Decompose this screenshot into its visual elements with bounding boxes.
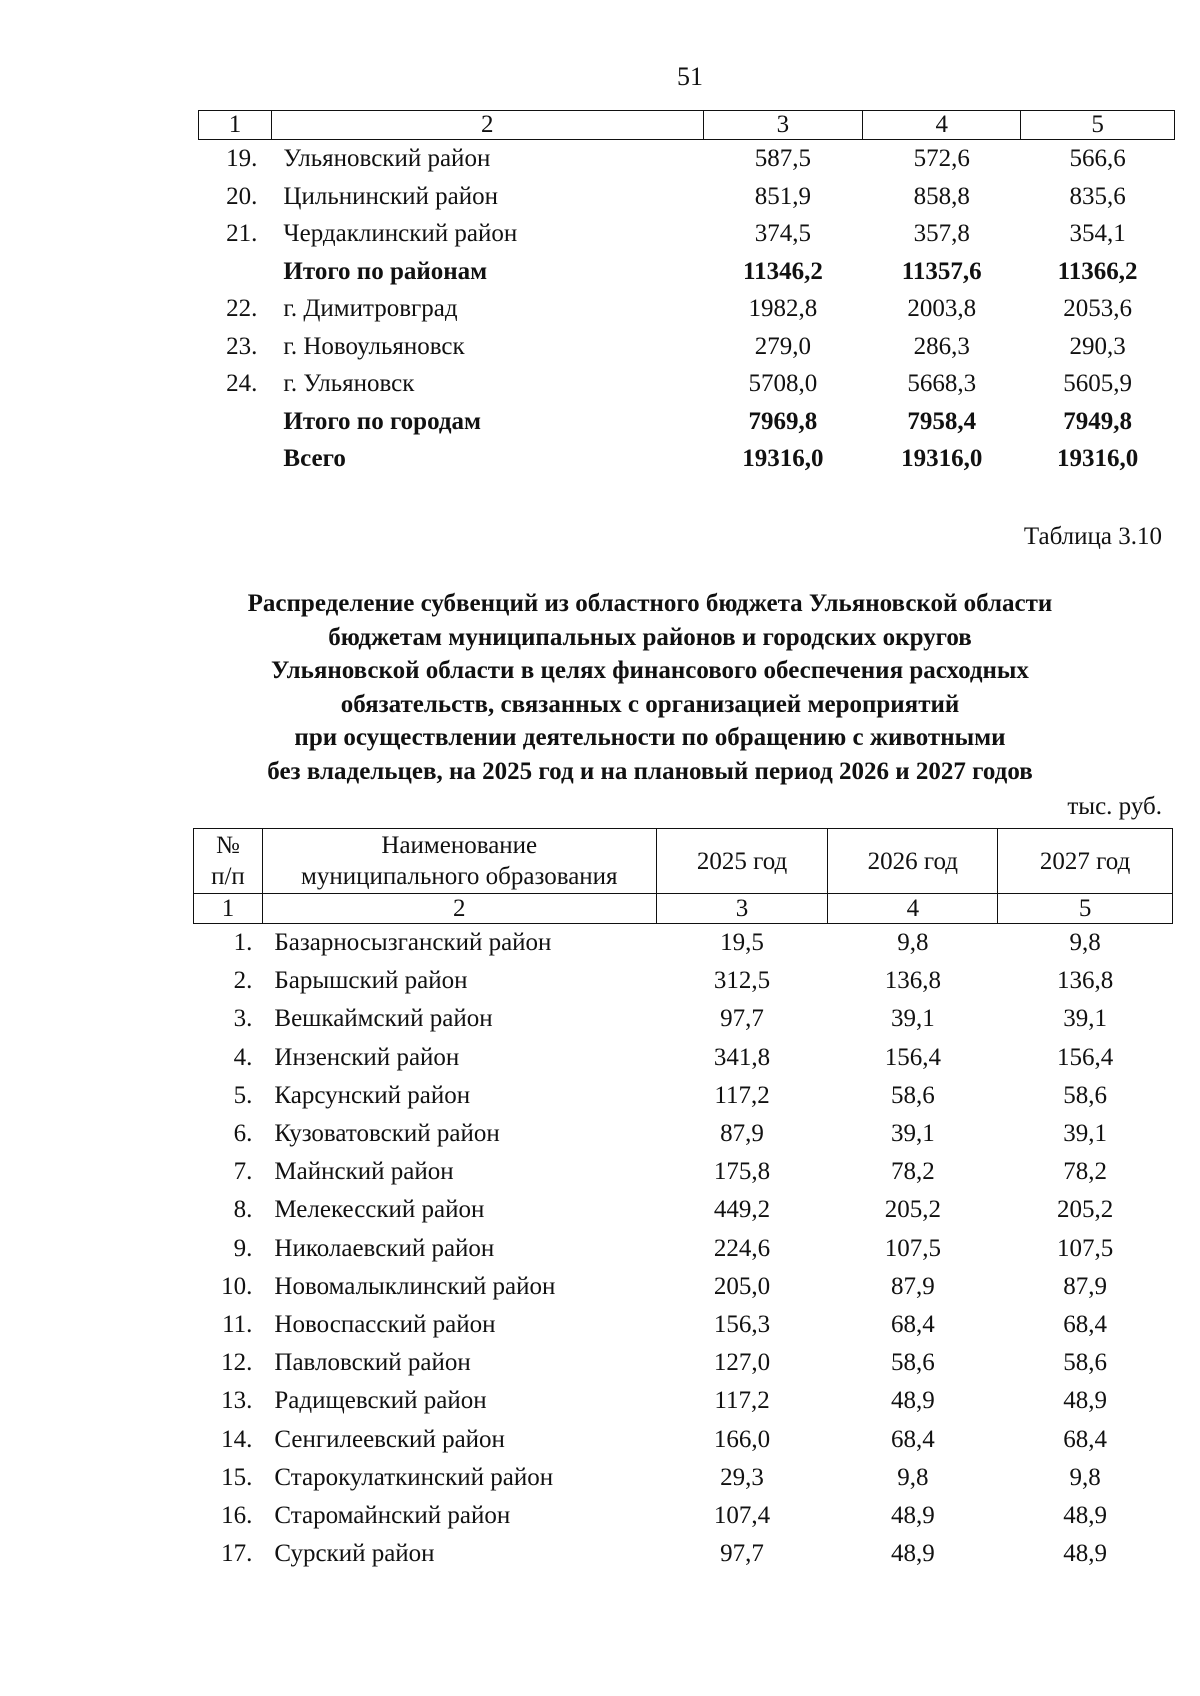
value-2027: 835,6 (1069, 182, 1126, 210)
row-name: Чердаклинский район (283, 220, 518, 247)
table-row (194, 1497, 1173, 1535)
row-number: 23. (226, 332, 258, 360)
row-number: 4. (233, 1043, 253, 1071)
column-number: 5 (998, 894, 1173, 924)
table-row (194, 962, 1173, 1000)
table-row (194, 1039, 1173, 1077)
header-name-line: Наименование (381, 832, 538, 859)
value-2025: 87,9 (720, 1120, 764, 1148)
value-2026: 286,3 (913, 332, 970, 360)
column-number-row (199, 111, 1175, 140)
total-row (199, 440, 1175, 478)
value-2025: 1982,8 (748, 295, 818, 322)
row-name: г. Новоульяновск (283, 332, 465, 360)
continuation-table (198, 110, 1175, 478)
value-2026: 572,6 (913, 145, 970, 172)
row-name: Инзенский район (274, 1043, 460, 1071)
row-name: Сенгилеевский район (274, 1425, 505, 1453)
value-2025: 205,0 (713, 1272, 771, 1300)
value-2025: 851,9 (754, 182, 812, 210)
value-2026: 11357,6 (901, 257, 982, 285)
value-2026: 68,4 (890, 1311, 935, 1339)
row-name: Итого по районам (283, 257, 488, 285)
row-number: 19. (226, 145, 258, 172)
value-2026: 78,2 (890, 1158, 935, 1186)
page-number: 51 (677, 62, 703, 91)
row-name: Кузоватовский район (274, 1120, 500, 1148)
row-number: 8. (233, 1196, 253, 1224)
title-line: Ульяновской области в целях финансового обеспечения расходных (271, 657, 1029, 684)
value-2027: 5605,9 (1063, 370, 1132, 397)
value-2027: 48,9 (1063, 1387, 1107, 1415)
column-number: 2 (271, 111, 703, 140)
value-2026: 156,4 (884, 1043, 941, 1071)
total-row (199, 253, 1175, 291)
value-2027: 68,4 (1063, 1311, 1107, 1339)
row-number: 5. (233, 1081, 253, 1109)
table-row (194, 1535, 1173, 1573)
table-row (194, 1459, 1173, 1497)
row-number: 24. (226, 370, 258, 397)
table-row (199, 215, 1175, 253)
table-row (194, 1115, 1173, 1153)
value-2027: 19316,0 (1056, 445, 1139, 472)
row-number: 20. (226, 182, 258, 210)
row-name: Радищевский район (274, 1387, 487, 1415)
value-2027: 9,8 (1069, 1463, 1101, 1491)
value-2026: 858,8 (913, 182, 970, 210)
value-2027: 39,1 (1063, 1120, 1107, 1148)
row-number: 15. (221, 1463, 253, 1491)
value-2025: 11346,2 (742, 257, 823, 285)
header-number-line: № (216, 832, 240, 859)
row-number: 6. (233, 1120, 253, 1148)
table-row (194, 1382, 1173, 1420)
table-row (199, 365, 1175, 403)
value-2027: 11366,2 (1057, 257, 1138, 285)
row-number: 17. (221, 1540, 253, 1568)
value-2026: 19316,0 (901, 445, 983, 472)
value-2025: 117,2 (714, 1081, 770, 1109)
value-2025: 5708,0 (748, 370, 818, 397)
value-2026: 5668,3 (907, 370, 977, 397)
row-name: Старомайнский район (274, 1502, 511, 1530)
value-2026: 107,5 (884, 1234, 941, 1262)
table-row (199, 178, 1175, 216)
table-row (194, 924, 1173, 963)
value-2025: 19316,0 (742, 445, 824, 472)
column-number: 1 (194, 894, 263, 924)
title-line: без владельцев, на 2025 год и на плановый период 2026 и 2027 годов (267, 757, 1033, 785)
value-2027: 78,2 (1063, 1158, 1107, 1186)
row-name: Всего (283, 445, 346, 472)
value-2027: 290,3 (1069, 332, 1126, 360)
value-2025: 7969,8 (748, 407, 818, 435)
table-label: Таблица 3.10 (1023, 523, 1162, 550)
row-name: Старокулаткинский район (274, 1463, 554, 1491)
column-number-row (194, 894, 1173, 924)
value-2026: 2003,8 (907, 295, 977, 322)
value-2027: 58,6 (1063, 1349, 1107, 1377)
row-name: г. Ульяновск (283, 370, 415, 397)
table-row (194, 1153, 1173, 1191)
row-name: Мелекесский район (274, 1196, 485, 1224)
title-line: при осуществлении деятельности по обращению с животными (294, 724, 1006, 751)
value-2027: 156,4 (1056, 1043, 1114, 1071)
row-name: Павловский район (274, 1349, 471, 1377)
row-number: 2. (233, 967, 253, 995)
value-2027: 87,9 (1063, 1272, 1107, 1300)
value-2027: 566,6 (1069, 145, 1126, 172)
value-2026: 58,6 (890, 1349, 935, 1377)
header-year-2027: 2027 год (998, 829, 1173, 894)
table-row (194, 1077, 1173, 1115)
column-number: 3 (656, 894, 828, 924)
row-name: Базарносызганский район (274, 929, 552, 956)
value-2026: 48,9 (890, 1502, 935, 1530)
value-2026: 48,9 (890, 1387, 935, 1415)
title-line: обязательств, связанных с организацией мероприятий (340, 690, 960, 718)
value-2025: 166,0 (713, 1425, 771, 1453)
value-2025: 127,0 (713, 1349, 771, 1377)
table-row (194, 1421, 1173, 1459)
table-row (194, 1306, 1173, 1344)
table-row (199, 140, 1175, 178)
value-2025: 224,6 (713, 1234, 771, 1262)
column-number: 3 (703, 111, 863, 140)
table-title (150, 587, 1150, 788)
value-2025: 107,4 (713, 1502, 771, 1530)
row-name: Ульяновский район (283, 145, 491, 172)
value-2025: 374,5 (754, 220, 812, 247)
row-number: 1. (233, 929, 253, 956)
row-number: 10. (221, 1272, 253, 1300)
value-2027: 68,4 (1063, 1425, 1107, 1453)
value-2025: 19,5 (720, 929, 764, 956)
subvention-table (193, 828, 1173, 1573)
column-number: 2 (262, 894, 656, 924)
title-line: Распределение субвенций из областного бюджета Ульяновской области (247, 590, 1053, 617)
table-row (194, 1230, 1173, 1268)
value-2027: 136,8 (1056, 967, 1114, 995)
value-2027: 39,1 (1063, 1005, 1107, 1033)
value-2027: 48,9 (1063, 1540, 1107, 1568)
value-2026: 39,1 (890, 1005, 935, 1033)
header-row (194, 829, 1173, 894)
column-number: 4 (828, 894, 998, 924)
row-number: 22. (226, 295, 258, 322)
value-2025: 341,8 (713, 1043, 771, 1071)
row-number: 7. (233, 1158, 253, 1186)
header-name (262, 829, 656, 894)
value-2025: 29,3 (720, 1463, 764, 1491)
row-name: Барышский район (274, 967, 468, 995)
table-row (194, 1191, 1173, 1229)
table-row (194, 1000, 1173, 1038)
table-row (199, 328, 1175, 366)
row-number: 9. (233, 1234, 253, 1262)
column-number: 5 (1021, 111, 1175, 140)
table-row (194, 1344, 1173, 1382)
value-2026: 58,6 (890, 1081, 935, 1109)
value-2026: 7958,4 (907, 407, 977, 435)
row-name: Майнский район (274, 1158, 454, 1186)
value-2025: 156,3 (713, 1311, 771, 1339)
header-year-2025: 2025 год (656, 829, 828, 894)
value-2026: 9,8 (897, 1463, 929, 1491)
value-2026: 87,9 (890, 1272, 935, 1300)
value-2025: 117,2 (714, 1387, 770, 1415)
value-2025: 279,0 (754, 332, 812, 360)
value-2027: 9,8 (1069, 929, 1101, 956)
value-2027: 107,5 (1056, 1234, 1114, 1262)
value-2025: 97,7 (720, 1540, 764, 1568)
row-number (199, 440, 272, 478)
value-2026: 357,8 (913, 220, 970, 247)
value-2027: 205,2 (1056, 1196, 1114, 1224)
value-2025: 312,5 (713, 967, 771, 995)
row-number (199, 403, 272, 441)
header-number (194, 829, 263, 894)
row-name: г. Димитровград (283, 295, 458, 322)
column-number: 4 (863, 111, 1021, 140)
value-2025: 449,2 (713, 1196, 771, 1224)
value-2027: 2053,6 (1063, 295, 1132, 322)
value-2027: 7949,8 (1063, 407, 1132, 435)
value-2026: 68,4 (890, 1425, 935, 1453)
column-number: 1 (199, 111, 272, 140)
value-2026: 136,8 (884, 967, 941, 995)
title-line: бюджетам муниципальных районов и городских округов (328, 623, 972, 651)
row-number: 3. (233, 1005, 253, 1033)
value-2027: 48,9 (1063, 1502, 1107, 1530)
header-number-line: п/п (211, 863, 245, 890)
row-number: 13. (221, 1387, 253, 1415)
row-name: Карсунский район (274, 1081, 471, 1109)
row-name: Итого по городам (283, 407, 482, 435)
header-name-line: муниципального образования (301, 863, 618, 890)
row-number: 21. (226, 220, 258, 247)
value-2027: 58,6 (1063, 1081, 1107, 1109)
value-2027: 354,1 (1069, 220, 1126, 247)
row-number: 12. (221, 1349, 253, 1377)
value-2026: 9,8 (897, 929, 929, 956)
total-row (199, 403, 1175, 441)
row-name: Николаевский район (274, 1234, 495, 1262)
row-name: Сурский район (274, 1540, 435, 1568)
value-2026: 48,9 (890, 1540, 935, 1568)
value-2025: 587,5 (754, 145, 812, 172)
row-number: 14. (221, 1425, 253, 1453)
value-2026: 39,1 (890, 1120, 935, 1148)
row-name: Новоспасский район (274, 1311, 496, 1339)
row-name: Новомалыклинский район (274, 1272, 556, 1300)
row-name: Цильнинский район (283, 182, 498, 210)
row-name: Вешкаймский район (274, 1005, 493, 1033)
value-2025: 97,7 (720, 1005, 764, 1033)
row-number: 11. (222, 1311, 253, 1339)
header-year-2026: 2026 год (828, 829, 998, 894)
table-row (194, 1268, 1173, 1306)
unit-label: тыс. руб. (1067, 793, 1162, 820)
value-2025: 175,8 (713, 1158, 771, 1186)
row-number (199, 253, 272, 291)
row-number: 16. (221, 1502, 253, 1530)
value-2026: 205,2 (884, 1196, 941, 1224)
table-row (199, 290, 1175, 328)
